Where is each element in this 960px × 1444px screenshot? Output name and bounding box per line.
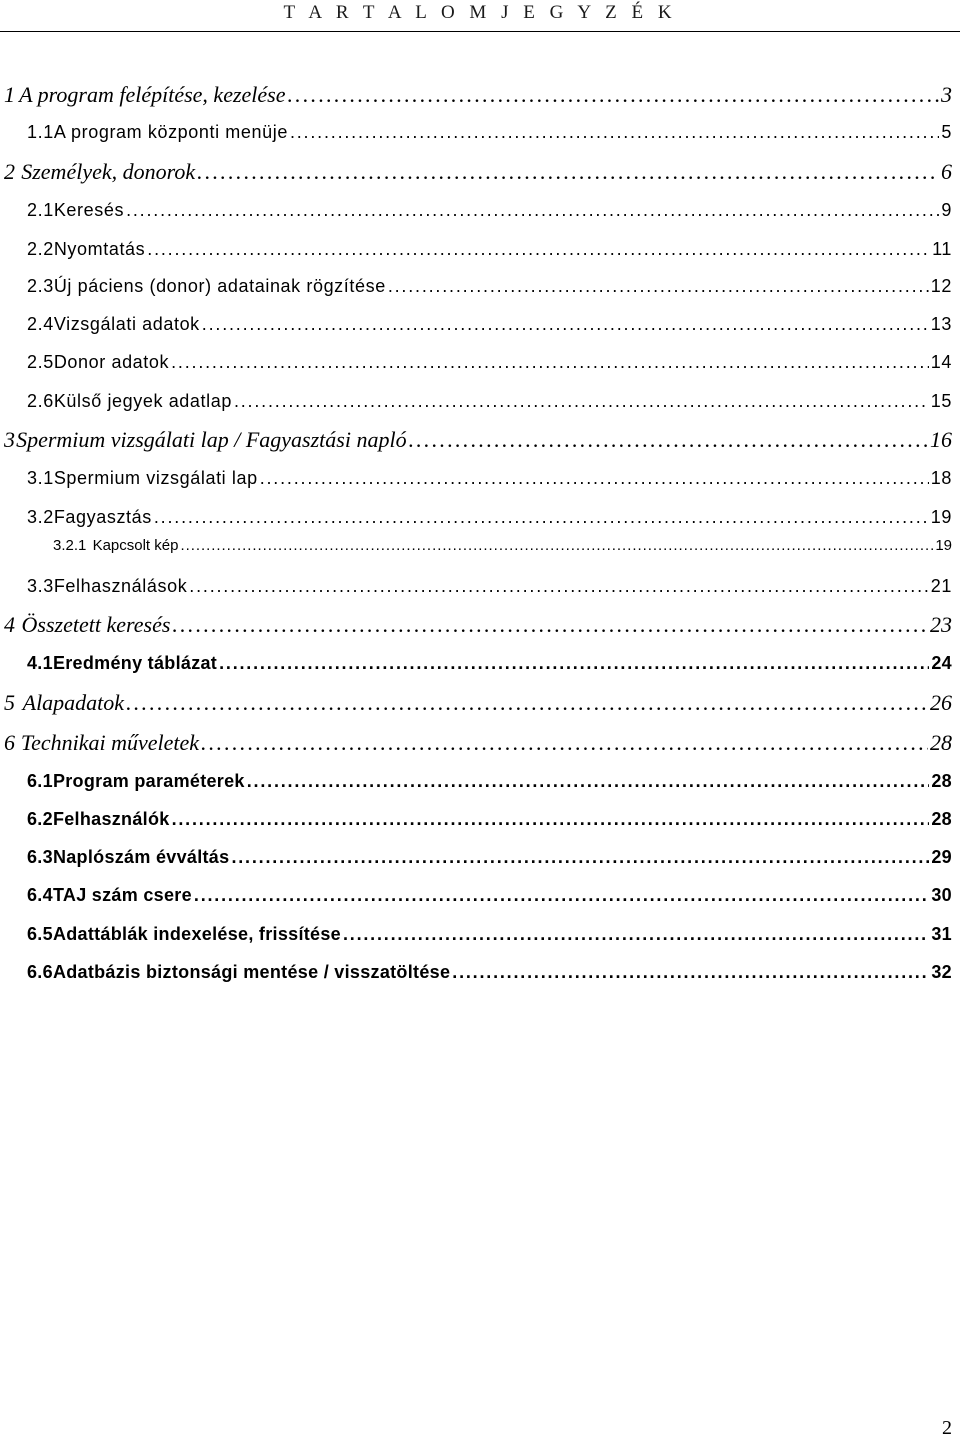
toc-entry-page: 12 <box>930 276 952 296</box>
toc-entry-number: 6.4 <box>27 885 53 905</box>
toc-dot-leader <box>290 122 939 143</box>
toc-entry-number: 2.2 <box>27 239 54 259</box>
toc-dot-leader <box>247 771 930 792</box>
toc-entry-page: 31 <box>931 924 952 944</box>
toc-entry-page: 28 <box>931 809 952 829</box>
toc-dot-leader <box>219 653 929 674</box>
toc-dot-leader <box>452 962 929 983</box>
toc-entry-number: 2.6 <box>27 391 54 411</box>
toc-entry-2-4[interactable] <box>27 314 952 335</box>
toc-entry-title: Eredmény táblázat <box>52 653 218 673</box>
toc-entry-title: Új páciens (donor) adatainak rögzítése <box>53 276 386 296</box>
toc-entry-title: Program paraméterek <box>52 771 245 791</box>
toc-entry-title: Külső jegyek adatlap <box>53 391 232 411</box>
toc-entry-title: A program központi menüje <box>53 122 288 142</box>
toc-entry-number: 2.3 <box>27 276 54 296</box>
toc-entry-title: Spermium vizsgálati lap / Fagyasztási napló <box>16 427 407 452</box>
toc-entry-title: Technikai műveletek <box>20 730 200 755</box>
toc-entry-4-1[interactable] <box>27 653 952 674</box>
toc-entry-page: 24 <box>931 653 952 673</box>
toc-dot-leader <box>201 730 928 756</box>
toc-entry-5[interactable] <box>4 690 952 716</box>
toc-dot-leader <box>126 200 939 221</box>
toc-entry-number: 3.1 <box>27 468 54 488</box>
toc-dot-leader <box>172 612 928 638</box>
toc-entry-number: 4.1 <box>27 653 53 673</box>
toc-entry-number: 6 <box>4 730 15 755</box>
toc-entry-6-5[interactable] <box>27 924 952 945</box>
toc-entry-number: 1 <box>4 82 15 107</box>
toc-dot-leader <box>409 427 928 453</box>
toc-dot-leader <box>288 82 940 108</box>
toc-entry-page: 18 <box>930 468 952 488</box>
toc-entry-number: 2 <box>4 159 15 184</box>
toc-entry-2[interactable] <box>4 159 952 185</box>
toc-entry-1[interactable] <box>4 82 952 108</box>
toc-dot-leader <box>231 847 929 868</box>
toc-entry-title: A program felépítése, kezelése <box>19 82 286 107</box>
toc-entry-title: Összetett keresés <box>21 612 171 637</box>
toc-entry-title: Felhasználók <box>52 809 170 829</box>
toc-dot-leader <box>154 507 929 528</box>
toc-entry-page: 15 <box>930 391 952 411</box>
toc-entry-number: 2.4 <box>27 314 54 334</box>
toc-entry-page: 28 <box>931 771 952 791</box>
toc-entry-number: 1.1 <box>27 122 54 142</box>
toc-dot-leader <box>234 391 929 412</box>
toc-entry-6-3[interactable] <box>27 847 952 868</box>
toc-entry-2-1[interactable] <box>27 200 952 221</box>
toc-entry-title: Alapadatok <box>22 690 125 715</box>
toc-dot-leader <box>172 809 930 830</box>
toc-dot-leader <box>189 576 928 597</box>
toc-entry-number: 3.3 <box>27 576 54 596</box>
toc-entry-2-5[interactable] <box>27 352 952 373</box>
toc-entry-title: Adatbázis biztonsági mentése / visszatöltése <box>52 962 451 982</box>
toc-entry-title: Vizsgálati adatok <box>53 314 200 334</box>
toc-entry-title: Kapcsolt kép <box>92 537 179 554</box>
toc-entry-title: TAJ szám csere <box>52 885 192 905</box>
toc-entry-page: 9 <box>941 200 952 220</box>
toc-entry-title: Naplószám évváltás <box>52 847 230 867</box>
toc-entry-title: Felhasználások <box>53 576 188 596</box>
toc-entry-6[interactable] <box>4 730 952 756</box>
toc-entry-page: 28 <box>930 730 952 755</box>
toc-entry-2-2[interactable] <box>27 239 952 260</box>
toc-entry-6-2[interactable] <box>27 809 952 830</box>
toc-entry-3[interactable] <box>4 427 952 453</box>
toc-entry-2-3[interactable] <box>27 276 952 297</box>
toc-entry-6-1[interactable] <box>27 771 952 792</box>
toc-entry-title: Adattáblák indexelése, frissítése <box>52 924 341 944</box>
toc-entry-page: 26 <box>930 690 952 715</box>
toc-entry-page: 29 <box>931 847 952 867</box>
toc-entry-6-6[interactable] <box>27 962 952 983</box>
toc-entry-number: 6.5 <box>27 924 53 944</box>
toc-dot-leader <box>194 885 929 906</box>
toc-entry-number: 3 <box>4 427 15 452</box>
toc-entry-title: Fagyasztás <box>53 507 152 527</box>
toc-entry-3-3[interactable] <box>27 576 952 597</box>
toc-entry-number: 4 <box>4 612 15 637</box>
page-number: 2 <box>942 1417 952 1439</box>
toc-entry-page: 21 <box>930 576 952 596</box>
toc-entry-4[interactable] <box>4 612 952 638</box>
toc-entry-6-4[interactable] <box>27 885 952 906</box>
toc-entry-title: Spermium vizsgálati lap <box>53 468 258 488</box>
toc-dot-leader <box>197 159 939 185</box>
toc-entry-number: 3.2 <box>27 507 54 527</box>
toc-dot-leader <box>388 276 929 297</box>
toc-entry-3-2[interactable] <box>27 507 952 528</box>
toc-entry-number: 6.6 <box>27 962 53 982</box>
toc-dot-leader <box>202 314 929 335</box>
toc-entry-number: 6.1 <box>27 771 53 791</box>
toc-entry-number: 2.5 <box>27 352 54 372</box>
page-title: T A R T A L O M J E G Y Z É K <box>283 2 677 23</box>
title-divider <box>0 31 960 32</box>
toc-entry-number: 3.2.1 <box>53 537 87 554</box>
toc-entry-title: Keresés <box>53 200 125 220</box>
toc-entry-title: Nyomtatás <box>53 239 146 259</box>
toc-entry-page: 11 <box>932 239 952 259</box>
toc-dot-leader <box>180 537 933 554</box>
toc-entry-page: 3 <box>941 82 952 107</box>
toc-entry-1-1[interactable] <box>27 122 952 143</box>
toc-entry-page: 32 <box>931 962 952 982</box>
toc-entry-3-2-1[interactable] <box>53 537 952 554</box>
toc-entry-page: 19 <box>930 507 952 527</box>
toc-entry-title: Donor adatok <box>53 352 170 372</box>
toc-entry-page: 16 <box>930 427 952 452</box>
toc-entry-number: 5 <box>4 690 15 715</box>
toc-entry-page: 30 <box>931 885 952 905</box>
toc-entry-page: 19 <box>935 537 952 554</box>
toc-dot-leader <box>147 239 930 260</box>
toc-entry-number: 6.2 <box>27 809 53 829</box>
toc-dot-leader <box>260 468 929 489</box>
toc-entry-3-1[interactable] <box>27 468 952 489</box>
toc-entry-page: 23 <box>930 612 952 637</box>
toc-dot-leader <box>126 690 928 716</box>
toc-dot-leader <box>171 352 929 373</box>
toc-entry-title: Személyek, donorok <box>21 159 196 184</box>
toc-entry-page: 5 <box>941 122 952 142</box>
toc-dot-leader <box>343 924 929 945</box>
toc-entry-page: 6 <box>941 159 952 184</box>
toc-entry-number: 6.3 <box>27 847 53 867</box>
toc-entry-number: 2.1 <box>27 200 54 220</box>
toc-entry-page: 13 <box>930 314 952 334</box>
toc-entry-page: 14 <box>930 352 952 372</box>
toc-entry-2-6[interactable] <box>27 391 952 412</box>
